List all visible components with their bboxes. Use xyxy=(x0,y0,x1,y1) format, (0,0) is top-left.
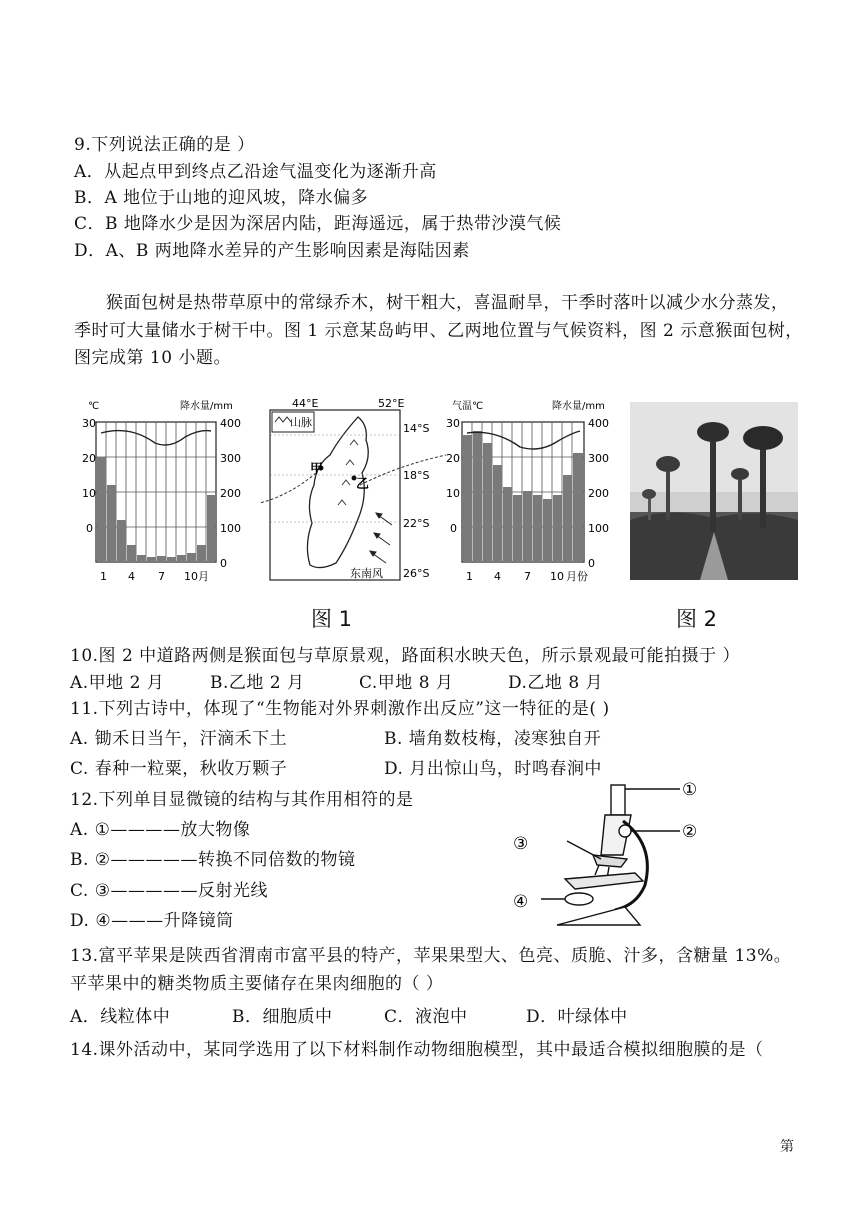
island-map xyxy=(250,395,450,590)
page-mark: 第 xyxy=(780,1139,795,1155)
map-lat-14: 14°S xyxy=(403,422,430,435)
base xyxy=(557,907,640,925)
right-precip-tick-0: 0 xyxy=(588,557,595,570)
left-temp-tick-0: 0 xyxy=(86,522,93,535)
mirror xyxy=(565,893,593,905)
q11-option-b: B. 墙角数枝梅，凌寒独自开 xyxy=(384,729,602,749)
place-a-label: 甲 xyxy=(310,462,324,477)
right-precip-bars xyxy=(463,431,583,562)
q9-option-a: A．从起点甲到终点乙沿途气温变化为逐渐升高 xyxy=(74,162,437,182)
q10-option-d: D.乙地 8 月 xyxy=(508,673,604,693)
right-month-tick-4: 4 xyxy=(494,570,501,583)
stage xyxy=(565,873,643,889)
passage-line-3: 图完成第 10 小题。 xyxy=(74,348,231,368)
left-precip-tick-400: 400 xyxy=(220,417,241,430)
q14-stem: 14.课外活动中，某同学选用了以下材料制作动物细胞模型，其中最适合模拟细胞膜的是（ xyxy=(70,1040,764,1060)
q11-stem: 11.下列古诗中，体现了“生物能对外界刺激作出反应”这一特征的是( ) xyxy=(70,699,610,719)
left-precip-tick-200: 200 xyxy=(220,487,241,500)
right-precip-tick-100: 100 xyxy=(588,522,609,535)
left-temp-unit: ℃ xyxy=(88,401,100,412)
q9-option-b: B．A 地位于山地的迎风坡，降水偏多 xyxy=(74,188,369,208)
coarse-knob xyxy=(619,825,631,837)
left-precip-tick-100: 100 xyxy=(220,522,241,535)
right-precip-tick-400: 400 xyxy=(588,417,609,430)
q13-option-d: D．叶绿体中 xyxy=(526,1007,628,1027)
baobab-photo xyxy=(630,402,798,580)
right-temp-tick-30: 30 xyxy=(446,417,460,430)
label-2: ② xyxy=(682,822,698,842)
left-temp-tick-30: 30 xyxy=(82,417,96,430)
q13-option-b: B．细胞质中 xyxy=(232,1007,333,1027)
figure1-caption: 图 1 xyxy=(311,607,353,631)
left-month-tick-1: 1 xyxy=(100,570,107,583)
map-lon-right: 52°E xyxy=(378,397,405,410)
q10-stem: 10.图 2 中道路两侧是猴面包与草原景观，路面积水映天色，所示景观最可能拍摄于 ） xyxy=(70,646,741,666)
label-1: ① xyxy=(682,780,698,800)
leader-line-a xyxy=(260,473,316,503)
right-precip-tick-200: 200 xyxy=(588,487,609,500)
wind-label: 东南风 xyxy=(350,567,383,580)
pointer-3 xyxy=(567,841,601,859)
q9-option-d: D．A、B 两地降水差异的产生影响因素是海陆因素 xyxy=(74,241,470,261)
left-precip-unit: 降水量/mm xyxy=(180,401,233,412)
right-month-unit: 月份 xyxy=(566,570,588,583)
left-month-tick-4: 4 xyxy=(128,570,135,583)
mountain-label: 山脉 xyxy=(290,416,312,429)
left-temp-tick-20: 20 xyxy=(82,452,96,465)
climate-chart-left xyxy=(60,395,250,590)
q10-option-b: B.乙地 2 月 xyxy=(210,673,305,693)
q13-option-c: C．液泡中 xyxy=(384,1007,468,1027)
q11-option-a: A. 锄禾日当午，汗滴禾下土 xyxy=(70,729,288,749)
passage-line-2: 季时可大量储水于树干中。图 1 示意某岛屿甲、乙两地位置与气候资料，图 2 示意猴面包树， xyxy=(74,321,803,341)
q11-option-d: D. 月出惊山鸟，时鸣春涧中 xyxy=(384,759,602,779)
left-precip-tick-300: 300 xyxy=(220,452,241,465)
q9-stem: 9.下列说法正确的是 ） xyxy=(74,135,255,155)
label-4: ④ xyxy=(513,892,529,912)
right-precip-unit: 降水量/mm xyxy=(552,401,605,412)
q12-option-d: D. ④———升降镜筒 xyxy=(70,911,234,931)
q12-option-b: B. ②—————转换不同倍数的物镜 xyxy=(70,850,356,870)
figure2-caption: 图 2 xyxy=(676,607,718,631)
q10-option-c: C.甲地 8 月 xyxy=(359,673,454,693)
q13-line-1: 13.富平苹果是陕西省渭南市富平县的特产，苹果果型大、色亮、质脆、汁多，含糖量 13%。 xyxy=(70,946,792,966)
right-temp-unit: 气温℃ xyxy=(452,401,484,412)
q13-option-a: A．线粒体中 xyxy=(70,1007,171,1027)
map-lon-left: 44°E xyxy=(292,397,319,410)
microscope-diagram xyxy=(505,775,725,935)
map-lat-22: 22°S xyxy=(403,517,430,530)
q12-option-c: C. ③—————反射光线 xyxy=(70,881,268,901)
q11-option-c: C. 春种一粒粟，秋收万颗子 xyxy=(70,759,288,779)
right-temp-tick-0: 0 xyxy=(450,522,457,535)
right-precip-tick-300: 300 xyxy=(588,452,609,465)
right-month-tick-10: 10 xyxy=(550,570,564,583)
q13-line-2: 平苹果中的糖类物质主要储存在果肉细胞的（ ） xyxy=(70,974,444,994)
left-month-tick-7: 7 xyxy=(158,570,165,583)
wind-arrows-icon xyxy=(370,513,392,563)
passage-line-1: 猴面包树是热带草原中的常绿乔木，树干粗大，喜温耐旱，干季时落叶以减少水分蒸发， xyxy=(106,293,789,313)
q12-stem: 12.下列单目显微镜的结构与其作用相符的是 xyxy=(70,790,414,810)
left-temp-tick-10: 10 xyxy=(82,487,96,500)
right-temp-tick-20: 20 xyxy=(446,452,460,465)
q9-option-c: C．B 地降水少是因为深居内陆，距海遥远，属于热带沙漠气候 xyxy=(74,214,562,234)
q12-option-a: A. ①————放大物像 xyxy=(70,820,251,840)
left-month-tick-10: 10月 xyxy=(184,570,209,583)
label-3: ③ xyxy=(513,834,529,854)
eyepiece xyxy=(611,785,625,815)
objective-1 xyxy=(595,865,599,875)
left-precip-tick-0: 0 xyxy=(220,557,227,570)
right-temp-tick-10: 10 xyxy=(446,487,460,500)
q10-option-a: A.甲地 2 月 xyxy=(70,673,165,693)
right-month-tick-1: 1 xyxy=(466,570,473,583)
right-month-tick-7: 7 xyxy=(524,570,531,583)
climate-chart-right xyxy=(440,395,630,590)
place-b-label: 乙 xyxy=(356,477,370,492)
map-lat-26: 26°S xyxy=(403,567,430,580)
island-outline xyxy=(307,417,368,568)
map-lat-18: 18°S xyxy=(403,469,430,482)
